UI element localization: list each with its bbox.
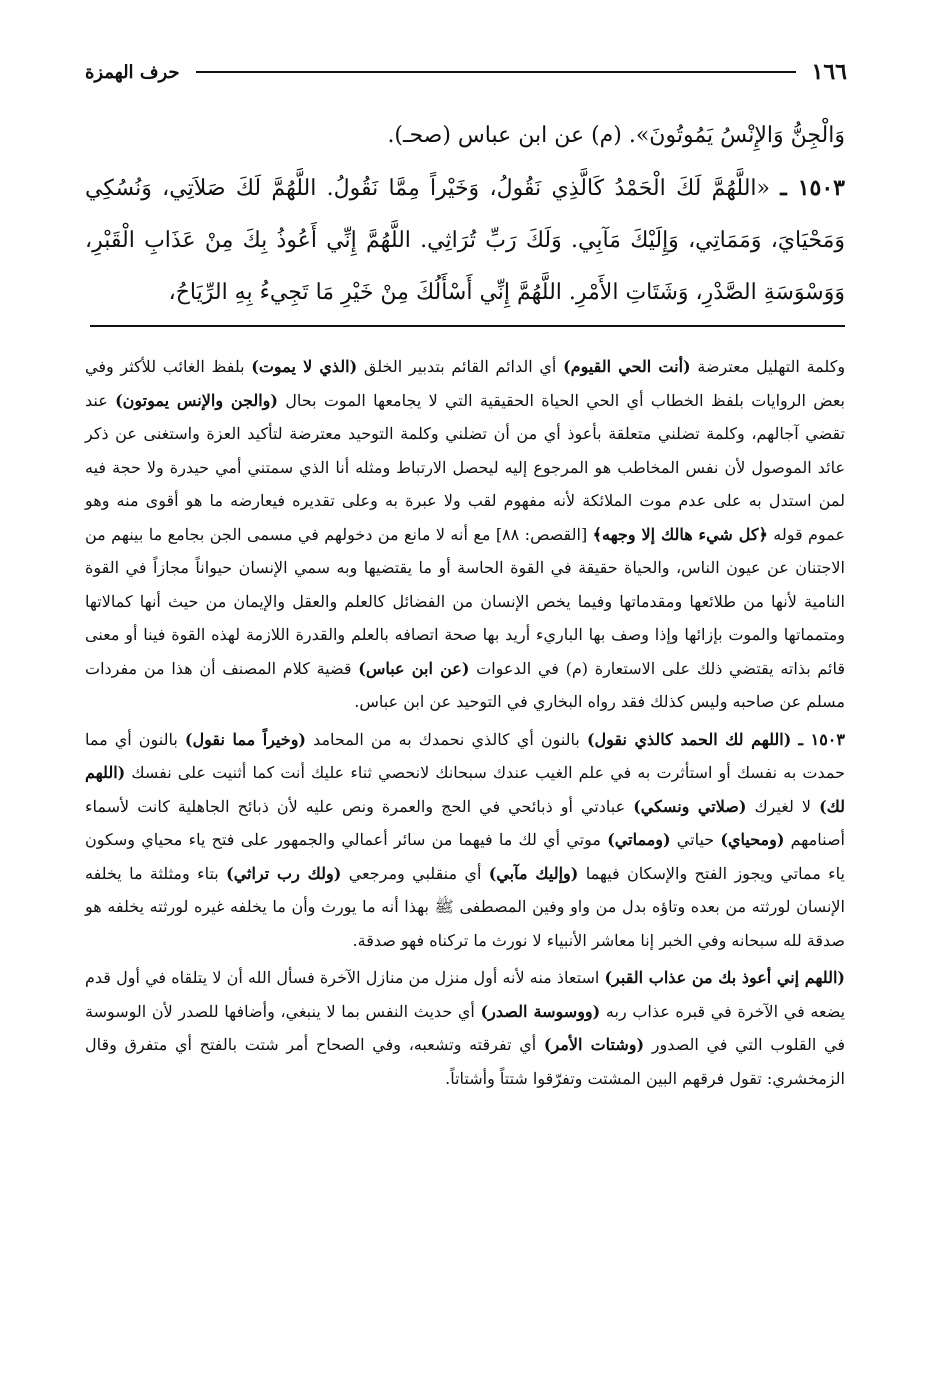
quoted-phrase: (اللهم لك) <box>85 763 846 816</box>
commentary-text: أي الدائم القائم بتدبير الخلق <box>363 357 557 376</box>
commentary-text: بالنون أي كالذي نحمدك به من المحامد <box>313 729 580 749</box>
quoted-phrase: (والجن والإنس يموتون) <box>115 390 278 410</box>
commentary-text: عبادتي أو ذبائحي في الحج والعمرة ونص عليه لأن ذبائح الجاهلية كانت لأسماء أصنامهم <box>85 796 845 849</box>
commentary-text: موتي أي لك ما فيهما من سائر أعمالي والجمهور على فتح ياء محياي وسكون ياء مماتي ويجوز الفتح والإسكان فيهما <box>85 830 845 883</box>
commentary-text: لا لغيرك <box>754 796 812 816</box>
commentary-text: أي حديث النفس بما لا ينبغي، وأضافها للصدر لأن الوسوسة في القلوب التي في الصدور <box>85 1001 845 1054</box>
quoted-phrase: (وإليك مآبي) <box>488 863 579 883</box>
quran-quote: ﴿كل شيء هالك إلا وجهه﴾ <box>592 524 768 544</box>
quoted-phrase: (ومحياي) <box>720 830 785 849</box>
hadith-body: «اللَّهُمَّ لَكَ الْحَمْدُ كَالَّذِي نَقُولُ، وَخَيْراً مِمَّا نَقُولُ. اللَّهُمَّ لَكَ صَلاَتِي، وَنُسُكِي وَمَحْيَايَ، وَمَمَاتِي، وَإِلَيْكَ مَآبِي. وَلَكَ رَبِّ تُرَاثِي. اللَّهُمَّ إِنِّي أَعُوذُ بِكَ مِنْ عَذَابِ الْقَبْرِ، وَوَسْوَسَةِ الصَّدْرِ، وَشَتَاتِ الأَمْرِ. اللَّهُمَّ إِنِّي أَسْأَلُكَ مِنْ خَيْرِ مَا تَجِيءُ بِهِ الرِّيَاحُ، <box>85 176 845 305</box>
quoted-phrase: (وخيراً مما نقول) <box>184 729 306 749</box>
hadith-text-block <box>85 110 845 319</box>
commentary-text: بلفظ الغائب للأكثر وفي بعض الروايات بلفظ الخطاب أي الحي الحياة الحقيقية التي لا يجامعها الموت بحال <box>85 357 845 410</box>
commentary-text: [القصص: ٨٨] مع أنه لا مانع من دخولهم في مسمى الجن بجامع ما بينهم من الاجتنان عن عيون الناس، والحياة حقيقة في القوة الحاسة أو ما يقتضيها وبه سمي الإنسان حيواناً مجازاً في القوة النامية لأنها من طلائعها ومقدماتها وفيما يخص الإنسان من الفضائل كالعلم والعقل والإيمان من حيث أنها كمالاتها ومتمماتها والموت بإزائها وإذا وصف بها الباريء أريد بها صحة اتصافه بالعلم والقدرة اللازمة لهذه القوة فينا أو معنى قائم بذاته يقتضي ذلك على الاستعارة (م) في الدعوات <box>85 524 846 678</box>
header-rule <box>196 71 796 73</box>
hadith-number: ١٥٠٣ ـ <box>780 175 845 201</box>
quoted-phrase: (الذي لا يموت) <box>251 357 358 376</box>
commentary-text: أي منقلبي ومرجعي <box>348 863 482 883</box>
commentary-text: عند تقضي آجالهم، وكلمة تضلني متعلقة بأعوذ أي من أن تضلني وكلمة التوحيد معترضة لتأكيد العزة واستغنى عن ذكر عائد الموصول لأن نفس المخاطب هو المرجوع إليه ليحصل الارتباط ومثله أنا الذي سمتني أمي حيدرة ولا حجة فيه لمن استدل به على عدم موت الملائكة لأنه مفهوم لقب ولا عبرة به وعلى تقديره فيعارضه ما هو أقوى منه وهو عموم قوله <box>85 390 846 544</box>
commentary-number: ١٥٠٣ ـ <box>798 729 845 749</box>
commentary-text: وكلمة التهليل معترضة <box>697 357 846 376</box>
quoted-phrase: (أنت الحي القيوم) <box>563 357 691 376</box>
commentary-text: استعاذ منه لأنه أول منزل من منازل الآخرة فسأل الله أن لا يتلقاه في أول قدم يضعه في الآخرة في قبره عذاب ربه <box>85 968 846 1021</box>
page-number: ١٦٦ <box>811 59 847 85</box>
quoted-phrase: (ومماتي) <box>607 830 671 849</box>
quoted-phrase: (اللهم إني أعوذ بك من عذاب القبر) <box>604 968 845 987</box>
quoted-phrase: (ووسوسة الصدر) <box>480 1001 601 1021</box>
page-header <box>85 55 847 89</box>
quoted-phrase: (صلاتي ونسكي) <box>633 796 747 816</box>
hadith-previous-ending: وَالْجِنُّ وَالإِنْسُ يَمُوتُونَ». (م) عن ابن عباس (صحـ). <box>387 123 845 148</box>
chapter-title: حرف الهمزة <box>85 61 180 83</box>
hadith-1503 <box>85 162 845 319</box>
commentary-paragraph-2 <box>85 723 845 958</box>
commentary-paragraph-1 <box>85 350 845 719</box>
commentary-text: أي تفرقته وتشعبه، وفي الصحاح أمر شتت بالفتح أي متفرق وقال الزمخشري: تقول فرقهم البين المشتت وتفرّقوا شتتاً وأشتاتاً. <box>85 1035 845 1088</box>
commentary-text: قضية كلام المصنف أن هذا من مفردات مسلم عن صاحبه وليس كذلك فقد رواه البخاري في التوحيد عن ابن عباس. <box>85 658 845 711</box>
commentary-paragraph-3 <box>85 961 845 1095</box>
commentary-text: بالنون أي مما حمدت به نفسك أو استأثرت به في علم الغيب عندك سبحانك لانحصي ثناء عليك أنت كما أثنيت على نفسك <box>85 729 845 782</box>
section-divider <box>90 325 845 327</box>
quoted-phrase: (عن ابن عباس) <box>358 658 470 678</box>
commentary-block <box>85 350 845 1095</box>
quoted-phrase: (اللهم لك الحمد كالذي نقول) <box>586 729 792 749</box>
commentary-text: بتاء ومثلثة ما يخلفه الإنسان لورثته من بعده وتاؤه بدل من واو وفين المصطفى ﷺ بهذا أنه ما يورث وأن ما يخلفه غيره لورثته يخلفه هو صدقة لله سبحانه وفي الخبر إنا معاشر الأنبياء لا نورث ما تركناه فهو صدقة. <box>85 863 845 950</box>
quoted-phrase: (ولك رب تراثي) <box>226 863 342 883</box>
commentary-text: حياتي <box>676 830 715 849</box>
quoted-phrase: (وشتات الأمر) <box>543 1035 645 1054</box>
